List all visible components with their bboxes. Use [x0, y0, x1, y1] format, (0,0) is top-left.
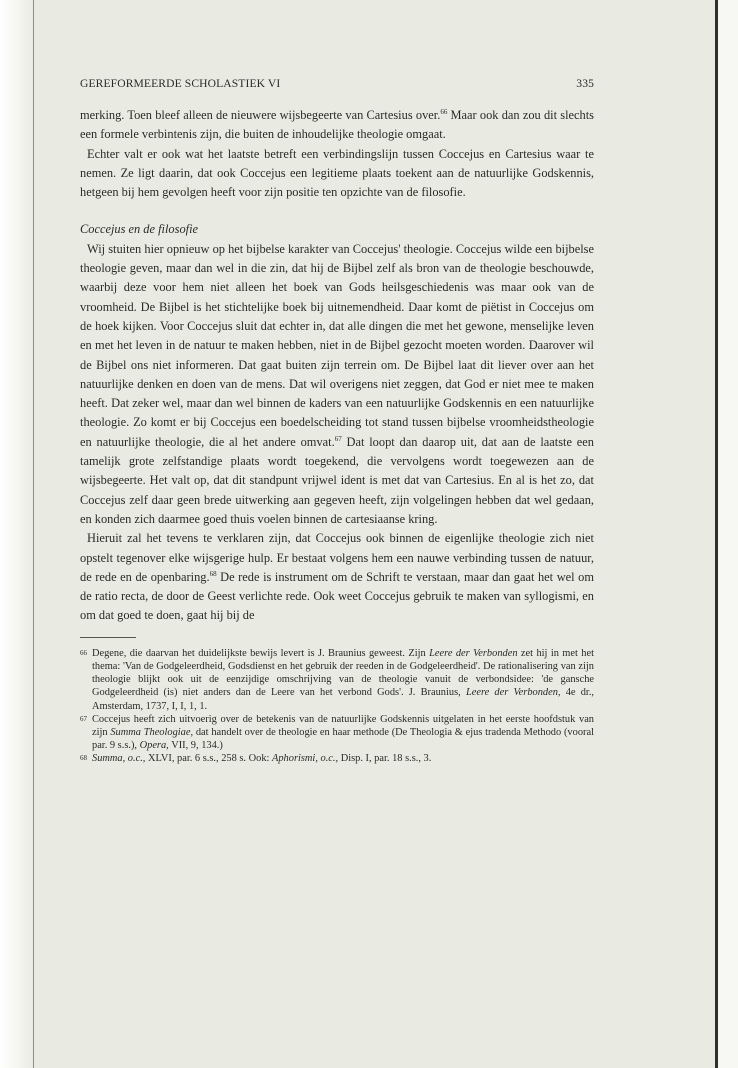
running-head: [80, 76, 594, 92]
scan-edge-line-left: [33, 0, 34, 1068]
running-head-title: GEREFORMEERDE SCHOLASTIEK VI: [80, 77, 281, 90]
footnote: 68 Summa, o.c., XLVI, par. 6 s.s., 258 s. Ook: Aphorismi, o.c., Disp. I, par. 18 s.s., 3.: [80, 753, 432, 765]
footnote: 66 Degene, die daarvan het duidelijkste bewijs levert is J. Braunius geweest. Zijn Leere der Verbonden zet hij in met het thema: 'Van de Godgeleerdheid, Godsdienst en het gebruik der reeden in de Godgeleerdheid'. De rationalisering van zijn theologie blijkt ook uit de eenzijdige omschrijving van de theologie vanuit de verbondsidee: 'de gansche Godgeleerdheid (is) niet anders dan de Leere van het verbond Gods'. J. Braunius, Leere der Verbonden, 4e dr., Amsterdam, 1737, I, I, 1, 1.: [80, 647, 595, 712]
footnote-ref[interactable]: 67: [334, 434, 342, 443]
book-page: [80, 76, 594, 766]
paragraph: Hieruit zal het tevens te verklaren zijn, dat Coccejus ook binnen de eigenlijke theologie zich niet opstelt tegenover elke wijsgerige hulp. Er bestaat volgens hem een nauwe verbinding tussen de natuur, de rede en de openbaring.$^{68}$ De rede is instrument om de Schrift te verstaan, maar dan gaat het wel om de ratio recta, de door de Geest verlichte rede. Ook weet Coccejus gebruik te maken van syllogismi, en om dat goed te doen, gaat hij bij de: [80, 531, 594, 623]
paragraph: Echter valt er ook wat het laatste betreft een verbindingslijn tussen Coccejus en Cartesius waar te nemen. Ze ligt daarin, dat ook Coccejus een legitieme plaats toekent aan de natuurlijke Godskennis, hetgeen bij hem gevolgen heeft voor zijn positie ten opzichte van de filosofie.: [80, 146, 594, 200]
footnotes: [80, 647, 594, 766]
footnote-mark: 67: [80, 714, 87, 723]
footnote-ref[interactable]: 66: [440, 108, 448, 116]
footnote: 67 Coccejus heeft zich uitvoerig over de betekenis van de natuurlijke Godskennis uitgelaten in het eerste hoofdstuk van zijn Summa Theologiae, dat handelt over de theologie en haar methode (De Theologia & ejus tradenda Methodo (vooral par. 9 s.s.), Opera, VII, 9, 134.): [80, 713, 594, 752]
body-text: [80, 106, 594, 626]
footnote-mark: 68: [80, 754, 87, 763]
footnote-divider: [80, 637, 136, 638]
scan-margin-right: [718, 0, 738, 1068]
footnote-ref[interactable]: 68: [209, 569, 217, 578]
scan-margin-left: [0, 0, 34, 1068]
footnote-mark: 66: [80, 648, 87, 657]
paragraph: Wij stuiten hier opnieuw op het bijbelse karakter van Coccejus' theologie. Coccejus wilde een bijbelse theologie geven, maar dan wel in die zin, dat hij de Bijbel zelf als bron van de theologie beschouwde, waarbij deze voor hem niet alleen het boek van Gods heilsgeschiedenis was maar ook van de vroomheid. De Bijbel is het stichtelijke boek bij uitnemendheid. Daar komt de piëtist in Coccejus om de hoek kijken. Voor Coccejus sluit dat echter in, dat alle dingen die met het gewone, menselijke leven en met het leven in de natuur te maken hebben, niet in de Bijbel gezocht moeten worden. Daarover wil de Bijbel ons niet informeren. Dat gaat buiten zijn terrein om. De Bijbel laat dit liever over aan het natuurlijke denken en doen van de mens. Dat wil overigens niet zeggen, dat God er niet mee te maken heeft. Dat zeker wel, maar dan wel binnen de kaders van een natuurlijke Godskennis en een natuurlijke theologie. Zo komt er bij Coccejus een boedelscheiding tot stand tussen bijbelse vroomheidstheologie en natuurlijke theologie, die al het andere omvat.$^{67}$ Dat loopt dan daarop uit, dat aan de laatste een tamelijk grote zelfstandige plaats wordt toegekend, die vervolgens wordt toegewezen aan de wijsbegeerte. Het valt op, dat dit standpunt vrijwel ident is met dat van Cartesius. En al is het zo, dat Coccejus zelf daar geen brede uitwerking aan gegeven heeft, zijn volgelingen hebben dat wel gedaan, en konden zich daarmee goed thuis voelen binnen de cartesiaanse kring.: [80, 241, 594, 526]
paragraph: merking. Toen bleef alleen de nieuwere wijsbegeerte van Cartesius over.$^{66}$ Maar ook dan zou dit slechts een formele verbintenis zijn, die buiten de inhoudelijke theologie omgaat.: [80, 108, 594, 142]
page-number: 335: [576, 77, 594, 90]
section-heading: Coccejus en de filosofie: [80, 222, 199, 237]
